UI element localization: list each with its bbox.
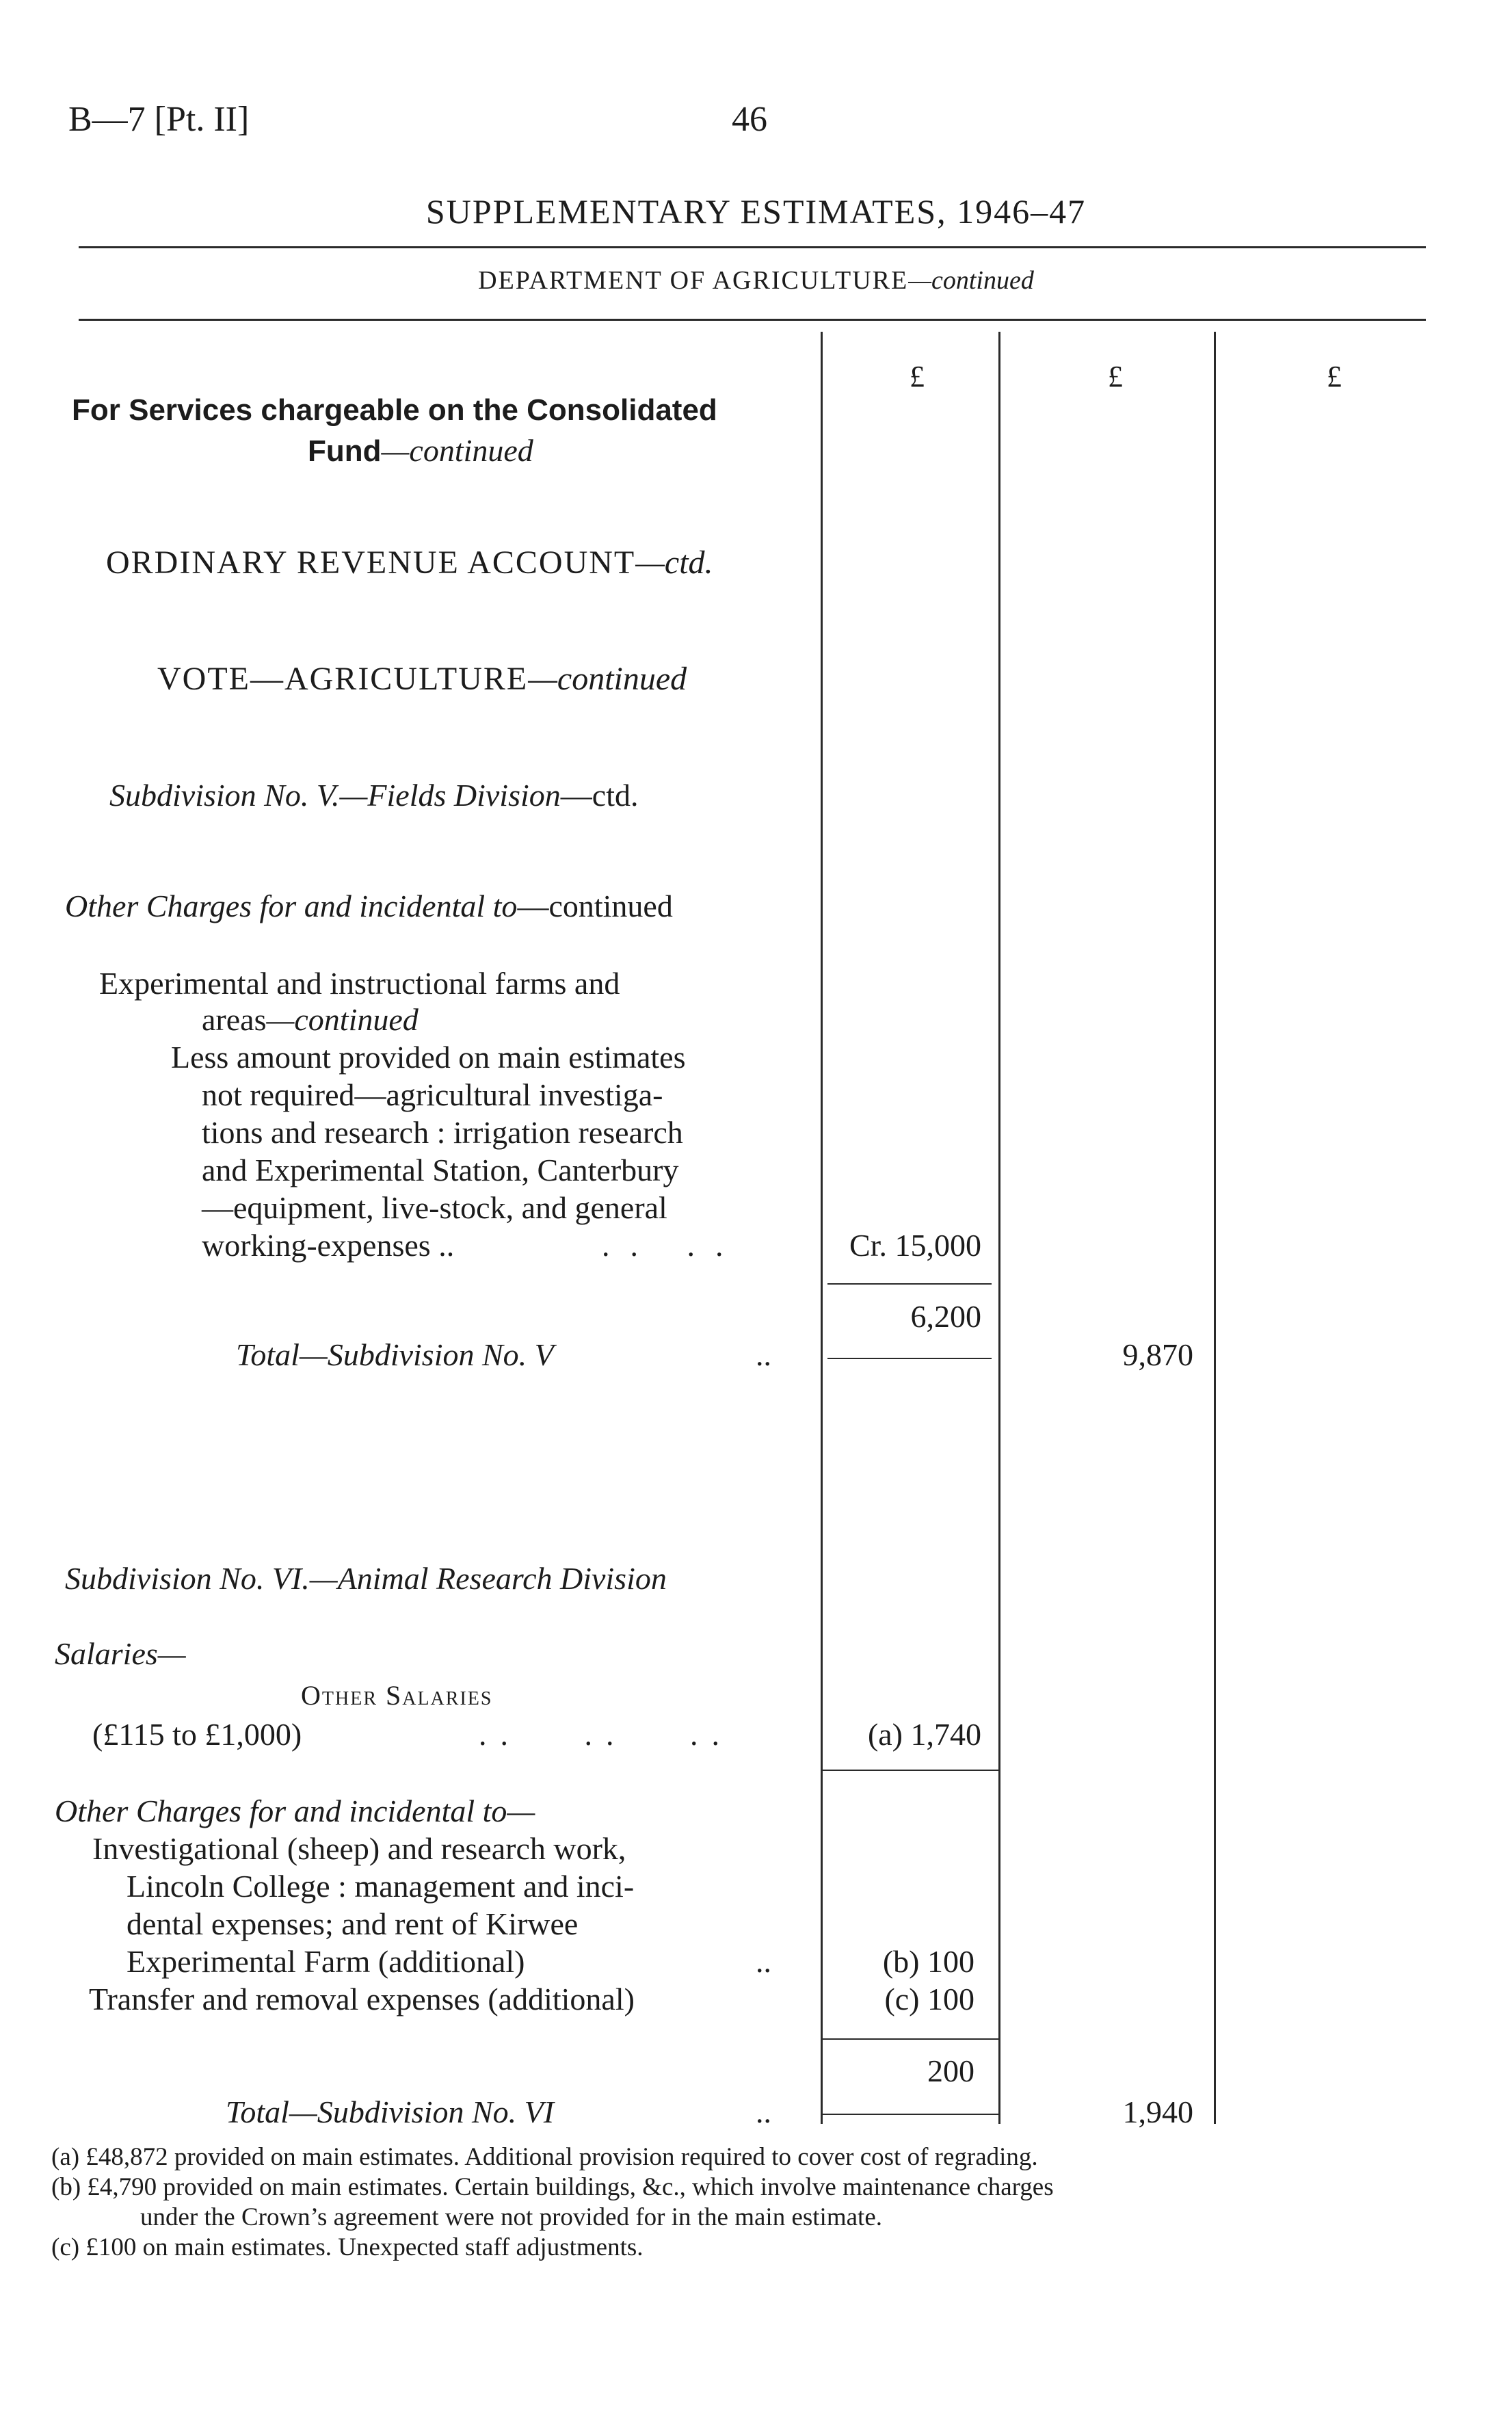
subdivision-vi-other-charges (55, 1792, 535, 1830)
footnote-c: (c) £100 on main estimates. Unexpected staff adjustments. (51, 2233, 644, 2261)
subdivision-v-title: Subdivision No. V.—Fields Division (109, 778, 561, 813)
less-amount: Cr. 15,000 (849, 1228, 981, 1263)
invest-leader-dots: .. (756, 1944, 771, 1979)
subdivision-vi-total-dots: .. (756, 2094, 771, 2129)
subdivision-vi-total: 1,940 (1122, 2094, 1193, 2129)
salary-leader-dots: .. .. .. (479, 1717, 733, 1752)
other-charges-label: Other Charges for and incidental to (65, 889, 518, 923)
footnote-a: (a) £48,872 provided on main estimates. Additional provision required to cover cost of regrading. (51, 2143, 1038, 2171)
subdivision-v-other-charges (65, 887, 673, 925)
invest-line-4: Experimental Farm (additional) (127, 1944, 525, 1979)
invest-amount: (b) 100 (882, 1944, 974, 1979)
subdivision-vi-heading (65, 1560, 667, 1598)
subtotal-v-rule (827, 1283, 992, 1285)
subdivision-vi-total-label (226, 2093, 554, 2131)
page-reference: B—7 [Pt. II] (68, 100, 250, 139)
subdivision-v-subtotal: 6,200 (910, 1299, 981, 1334)
salary-rule (821, 1770, 998, 1771)
column-3-currency: £ (1327, 360, 1342, 393)
transfer-amount: (c) 100 (884, 1982, 974, 2016)
transfer-item: Transfer and removal expenses (additional) (89, 1982, 635, 2016)
subdivision-vi-title: Subdivision No. VI.—Animal Research Division (65, 1561, 667, 1596)
subtotal-vi-rule (821, 2038, 998, 2040)
salaries-label: Salaries— (55, 1636, 186, 1671)
farms-item-line2 (202, 1001, 419, 1039)
other-charges-continued: —continued (517, 889, 673, 923)
farms-areas: areas (202, 1002, 267, 1037)
footnote-b-cont: under the Crown’s agreement were not provided for in the main estimate. (140, 2203, 882, 2231)
less-line-6: working-expenses .. (202, 1228, 455, 1263)
subdivision-vi-other-charges-label: Other Charges for and incidental to— (55, 1793, 535, 1828)
page-number: 46 (732, 100, 767, 139)
vote-continued: —continued (528, 661, 687, 697)
less-line-1: Less amount provided on main estimates (171, 1040, 686, 1075)
vote-heading (157, 660, 687, 698)
department-rule (79, 319, 1426, 321)
subdivision-vi-subtotal: 200 (927, 2053, 974, 2088)
document-title: SUPPLEMENTARY ESTIMATES, 1946–47 (425, 192, 1087, 231)
less-line-2: not required—agricultural investiga- (202, 1077, 663, 1112)
subdivision-v-total: 9,870 (1122, 1337, 1193, 1372)
column-divider-1 (821, 332, 823, 2124)
vote-name: VOTE—AGRICULTURE (157, 661, 529, 697)
services-heading: For Services chargeable on the Consolidated (72, 393, 717, 427)
other-salaries-heading: Other Salaries (301, 1680, 493, 1711)
department-name: DEPARTMENT OF AGRICULTURE (478, 266, 909, 295)
services-heading-line2 (308, 432, 533, 469)
column-divider-2 (998, 332, 1000, 2124)
salary-range: (£115 to £1,000) (92, 1717, 302, 1752)
column-2-currency: £ (1108, 360, 1123, 393)
department-heading (0, 265, 1512, 295)
total-vi-rule (821, 2114, 998, 2115)
subdivision-v-total-dots: .. (756, 1337, 771, 1372)
less-line-5: —equipment, live-stock, and general (202, 1190, 667, 1225)
account-heading (106, 544, 713, 581)
total-v-rule (827, 1358, 992, 1359)
title-rule (79, 246, 1426, 248)
subdivision-v-heading (109, 776, 638, 815)
less-leader-dots: .. .. (602, 1228, 744, 1263)
invest-line-2: Lincoln College : management and inci- (127, 1869, 635, 1904)
subdivision-v-continued: —ctd. (560, 778, 639, 813)
farms-continued: —continued (266, 1002, 419, 1037)
fund-label: Fund (308, 434, 382, 468)
column-1-currency: £ (910, 360, 925, 393)
column-divider-3 (1214, 332, 1216, 2124)
salary-amount: (a) 1,740 (867, 1717, 981, 1752)
salaries-heading (55, 1635, 186, 1673)
subdivision-v-total-label (236, 1336, 554, 1374)
less-line-3: tions and research : irrigation research (202, 1115, 683, 1150)
less-line-4: and Experimental Station, Canterbury (202, 1153, 679, 1187)
subdivision-vi-total-text: Total—Subdivision No. VI (226, 2094, 555, 2129)
invest-line-3: dental expenses; and rent of Kirwee (127, 1906, 579, 1941)
invest-line-1: Investigational (sheep) and research work, (92, 1831, 626, 1866)
department-continued: —continued (908, 266, 1034, 295)
subdivision-v-total-text: Total—Subdivision No. V (236, 1337, 554, 1372)
footnote-b: (b) £4,790 provided on main estimates. Certain buildings, &c., which involve maintenance charges (51, 2173, 1054, 2201)
farms-item-line1: Experimental and instructional farms and (99, 966, 620, 1001)
account-continued: —ctd. (635, 544, 713, 581)
fund-continued: —continued (381, 433, 533, 468)
account-name: ORDINARY REVENUE ACCOUNT (106, 544, 636, 581)
